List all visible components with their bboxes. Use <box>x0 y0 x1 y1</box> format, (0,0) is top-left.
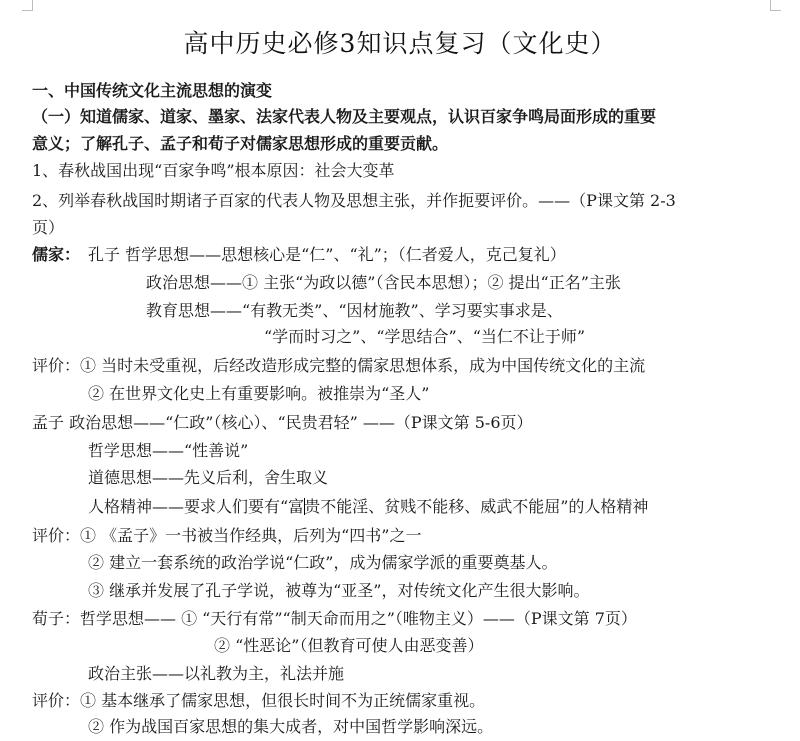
margin-corner-mark-right <box>770 0 781 11</box>
xunzi-evaluation-1: 评价：① 基本继承了儒家思想，但很长时间不为正统儒家重视。 <box>32 691 486 710</box>
subsection-heading-line2: 意义；了解孔子、孟子和荀子对儒家思想形成的重要贡献。 <box>32 134 449 153</box>
confucian-label: 儒家： <box>32 245 81 264</box>
point-1: 1、春秋战国出现“百家争鸣”根本原因：社会大变革 <box>32 161 395 180</box>
xunzi-politics: 政治主张——以礼教为主，礼法并施 <box>88 664 345 683</box>
confucius-philosophy: 孔子 哲学思想——思想核心是“仁”、“礼”；（仁者爱人，克己复礼） <box>88 245 566 264</box>
subsection-heading-line1: （一）知道儒家、道家、墨家、法家代表人物及主要观点，认识百家争鸣局面形成的重要 <box>32 107 657 126</box>
confucius-evaluation-2: ② 在世界文化史上有重要影响。被推崇为“圣人” <box>88 384 430 403</box>
mencius-evaluation-2: ② 建立一套系统的政治学说“仁政”，成为儒家学派的重要奠基人。 <box>88 553 558 572</box>
xunzi-evaluation-2: ② 作为战国百家思想的集大成者，对中国哲学影响深远。 <box>88 717 494 736</box>
mencius-character-part1: 人格精神——要求人们要有“富 <box>88 497 305 516</box>
point-2-line1: 2、列举春秋战国时期诸子百家的代表人物及思想主张，并作扼要评价。——（P课文第 2-3 <box>32 191 676 210</box>
confucius-politics: 政治思想——① 主张“为政以德”（含民本思想）；② 提出“正名”主张 <box>146 273 621 292</box>
confucius-education: 教育思想——“有教无类”、“因材施教”、学习要实事求是、 <box>146 301 563 320</box>
mencius-evaluation-1: 评价：① 《孟子》一书被当作经典，后列为“四书”之一 <box>32 526 422 545</box>
mencius-morality: 道德思想——先义后利，舍生取义 <box>88 468 329 487</box>
margin-corner-mark-left <box>22 0 33 11</box>
document-title: 高中历史必修3知识点复习（文化史） <box>183 29 617 58</box>
confucius-evaluation-1: 评价：① 当时未受重视，后经改造形成完整的儒家思想体系，成为中国传统文化的主流 <box>32 356 646 375</box>
mencius-character-part2: 贵不能淫、贫贱不能移、威武不能屈”的人格精神 <box>304 497 649 516</box>
mencius-philosophy: 哲学思想——“性善说” <box>88 441 249 460</box>
xunzi-philosophy-2: ② “性恶论”（但教育可使人由恶变善） <box>214 636 484 655</box>
point-2-line2: 页） <box>32 218 65 237</box>
mencius-politics: 孟子 政治思想——“仁政”（核心）、“民贵君轻” ——（P课文第 5-6页） <box>32 413 533 432</box>
section-heading: 一、中国传统文化主流思想的演变 <box>32 81 273 100</box>
xunzi-philosophy: 荀子：哲学思想—— ① “天行有常”“制天命而用之”（唯物主义）——（P课文第 7页） <box>32 609 637 628</box>
mencius-character <box>88 494 648 520</box>
confucius-education-cont: “学而时习之”、“学思结合”、“当仁不让于师” <box>264 327 586 346</box>
mencius-evaluation-3: ③ 继承并发展了孔子学说，被尊为“亚圣”，对传统文化产生很大影响。 <box>88 581 590 600</box>
